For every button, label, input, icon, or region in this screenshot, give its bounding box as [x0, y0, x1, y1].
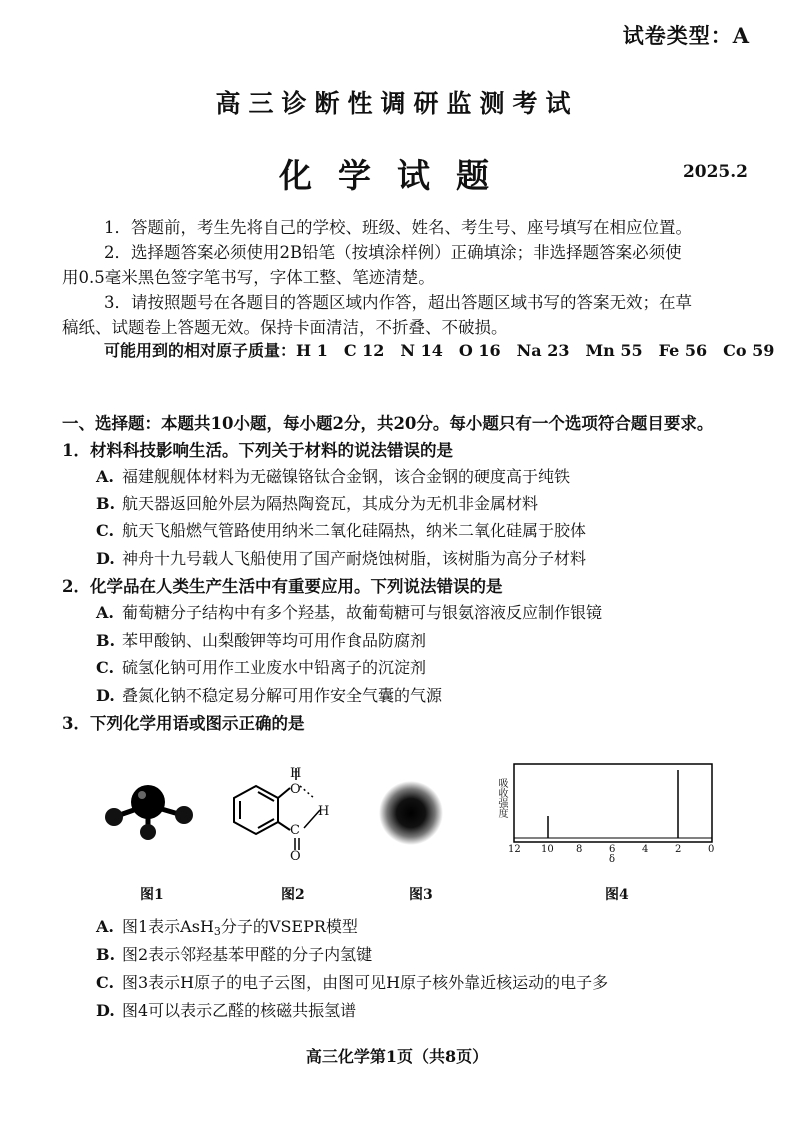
fig4-tick-2: 2 [675, 844, 682, 855]
fig2-atom-c: C [290, 823, 300, 838]
figure-4-label: 图4 [605, 887, 629, 903]
subject-title: 化学试题 [279, 156, 515, 195]
question-1-option-a [96, 464, 570, 487]
option-letter: B. [96, 494, 116, 513]
option-letter: A. [96, 467, 114, 486]
fig4-tick-0: 0 [708, 844, 715, 855]
instruction-2-cont: 用0.5毫米黑色签字笔书写，字体工整、笔迹清楚。 [62, 268, 435, 287]
section-heading: 一、选择题：本题共10小题，每小题2分，共20分。每小题只有一个选项符合题目要求。 [62, 414, 714, 433]
instruction-2: 2．选择题答案必须使用2B铅笔（按填涂样例）正确填涂；非选择题答案必须使 [104, 243, 682, 262]
fig2-atom-o-top: O [290, 782, 301, 797]
fig4-y-axis-label: 吸收强度 [496, 778, 507, 818]
fig4-tick-12: 12 [508, 844, 521, 855]
fig4-tick-6: 6 [609, 844, 616, 855]
option-letter: B. [96, 945, 116, 964]
question-1-stem: 1．材料科技影响生活。下列关于材料的说法错误的是 [62, 441, 453, 460]
instruction-1: 1．答题前，考生先将自己的学校、班级、姓名、考生号、座号填写在相应位置。 [104, 218, 692, 237]
question-2-option-d [96, 683, 442, 706]
fig4-x-axis-label: δ [609, 854, 616, 865]
question-1-option-c [96, 518, 586, 541]
question-1-option-b [96, 491, 538, 514]
figure-3-electron-cloud [376, 778, 446, 848]
figure-1-ball-stick-model [100, 775, 200, 845]
option-text: 航天飞船燃气管路使用纳米二氧化硅隔热，纳米二氧化硅属于胶体 [122, 521, 587, 540]
question-3-option-a [96, 914, 358, 938]
option-letter: C. [96, 973, 115, 992]
option-text-tail: 分子的VSEPR模型 [220, 917, 358, 936]
option-letter: D. [96, 549, 115, 568]
fig2-atom-o-bottom: O [290, 849, 301, 864]
option-text: 图2表示邻羟基苯甲醛的分子内氢键 [122, 945, 373, 964]
exam-date: 2025.2 [682, 162, 748, 182]
fig4-tick-10: 10 [541, 844, 554, 855]
fig4-tick-8: 8 [576, 844, 583, 855]
exam-title: 高三诊断性调研监测考试 [215, 89, 579, 118]
option-text: 神舟十九号载人飞船使用了国产耐烧蚀树脂，该树脂为高分子材料 [122, 549, 587, 568]
option-text: 图4可以表示乙醛的核磁共振氢谱 [122, 1001, 357, 1020]
option-letter: C. [96, 658, 115, 677]
option-text: 图3表示H原子的电子云图，由图可见H原子核外靠近核运动的电子多 [122, 973, 609, 992]
figure-1-label: 图1 [140, 887, 164, 903]
instruction-3-cont: 稿纸、试题卷上答题无效。保持卡面清洁，不折叠、不破损。 [62, 318, 508, 337]
option-letter: B. [96, 631, 116, 650]
option-text: 苯甲酸钠、山梨酸钾等均可用作食品防腐剂 [122, 631, 427, 650]
option-letter: A. [96, 917, 114, 936]
page-footer: 高三化学第1页（共8页） [305, 1047, 489, 1066]
option-text: 硫氢化钠可用作工业废水中铅离子的沉淀剂 [122, 658, 427, 677]
instruction-3: 3．请按照题号在各题目的答题区域内作答，超出答题区域书写的答案无效；在草 [104, 293, 692, 312]
figure-2-label: 图2 [281, 887, 305, 903]
question-2-stem: 2．化学品在人类生产生活中有重要应用。下列说法错误的是 [62, 577, 503, 596]
paper-type-label: 试卷类型：A [622, 23, 750, 48]
option-text: 福建舰舰体材料为无磁镍铬钛合金钢，该合金钢的硬度高于纯铁 [122, 467, 571, 486]
instructions [62, 215, 752, 340]
option-text: 叠氮化钠不稳定易分解可用作安全气囊的气源 [122, 686, 443, 705]
question-2-option-a [96, 600, 602, 623]
option-text: 图1表示AsH [122, 917, 214, 936]
option-text: 葡萄糖分子结构中有多个羟基，故葡萄糖可与银氨溶液反应制作银镜 [122, 603, 603, 622]
question-3-stem: 3．下列化学用语或图示正确的是 [62, 714, 305, 733]
option-letter: A. [96, 603, 114, 622]
question-3-option-c [96, 970, 608, 993]
fig2-atom-h-right: H [318, 804, 330, 819]
question-3-option-d [96, 998, 356, 1021]
question-1-option-d [96, 546, 586, 569]
option-text: 航天器返回舱外层为隔热陶瓷瓦，其成分为无机非金属材料 [122, 494, 539, 513]
question-3-option-b [96, 942, 372, 965]
option-subscript: 3 [213, 925, 221, 938]
fig4-tick-4: 4 [642, 844, 649, 855]
option-letter: C. [96, 521, 115, 540]
option-letter: D. [96, 686, 115, 705]
option-letter: D. [96, 1001, 115, 1020]
fig2-atom-h-top: H [290, 766, 302, 781]
atomic-masses: 可能用到的相对原子质量：H 1 C 12 N 14 O 16 Na 23 Mn 55 Fe 56 Co 59 [104, 341, 775, 360]
figure-3-label: 图3 [409, 887, 433, 903]
question-2-option-c [96, 655, 426, 678]
question-2-option-b [96, 628, 426, 651]
